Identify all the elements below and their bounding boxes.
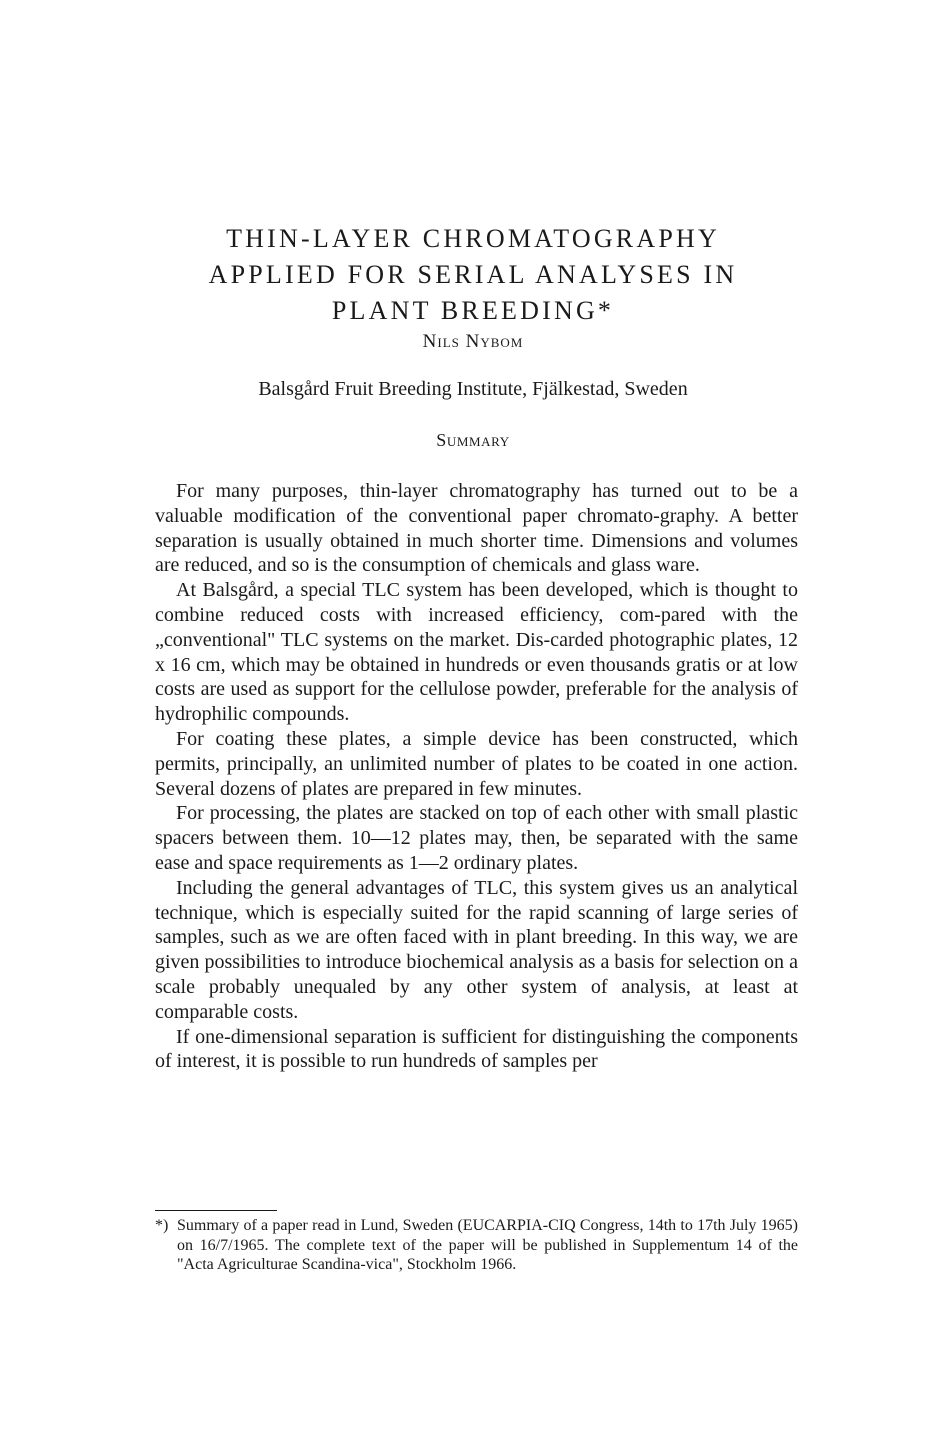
footnote-rule: [155, 1210, 277, 1211]
summary-heading: Summary: [436, 430, 510, 450]
paragraph-6: If one-dimensional separation is sufficient for distinguishing the components of interest, it is possible to run hundreds of samples per: [155, 1025, 798, 1073]
footnote-text: Summary of a paper read in Lund, Sweden (EUCARPIA-CIQ Congress, 14th to 17th July 1965) on 16/7/1965. The complete text of the paper will be published in Supplementum 14 of the "Acta Agriculturae Scandina-vica", Stockholm 1966.: [177, 1217, 798, 1273]
author-name: Nils Nybom: [422, 331, 524, 352]
paragraph-5: Including the general advantages of TLC, this system gives us an analytical technique, which is especially suited for the rapid scanning of large series of samples, such as we are often faced with in plant breeding. In this way, we are given possibilities to introduce biochemical analysis as a basis for selection on a scale probably unequaled by any other system of analysis, at least at comparable costs.: [155, 876, 798, 1023]
summary-body: [155, 479, 798, 1074]
title-line-3: PLANT BREEDING*: [331, 296, 615, 326]
footnote-marker: *): [155, 1217, 169, 1234]
paragraph-1: For many purposes, thin-layer chromatography has turned out to be a valuable modification of the conventional paper chromato-graphy. A better separation is usually obtained in much shorter time. Dimensions and volumes are reduced, and so is the consumption of chemicals and glass ware.: [155, 480, 798, 577]
paragraph-4: For processing, the plates are stacked on top of each other with small plastic spacers between them. 10—12 plates may, then, be separated with the same ease and space requirements as 1—2 ordinary plates.: [155, 802, 798, 874]
author-affiliation: Balsgård Fruit Breeding Institute, Fjälkestad, Sweden: [258, 378, 688, 400]
paper-title: [0, 221, 946, 329]
footnote: [155, 1216, 798, 1275]
paragraph-3: For coating these plates, a simple device has been constructed, which permits, principally, an unlimited number of plates to be coated in one action. Several dozens of plates are prepared in few minutes.: [155, 727, 798, 800]
paragraph-2: At Balsgård, a special TLC system has been developed, which is thought to combine reduced costs with increased efficiency, com-pared with the „conventional" TLC systems on the market. Dis-carded photographic plates, 12 x 16 cm, which may be obtained in hundreds or even thousands gratis or at low costs are used as support for the cellulose powder, preferable for the analysis of hydrophilic compounds.: [155, 579, 798, 726]
title-line-1: THIN-LAYER CHROMATOGRAPHY: [226, 224, 720, 254]
title-line-2: APPLIED FOR SERIAL ANALYSES IN: [208, 260, 738, 290]
